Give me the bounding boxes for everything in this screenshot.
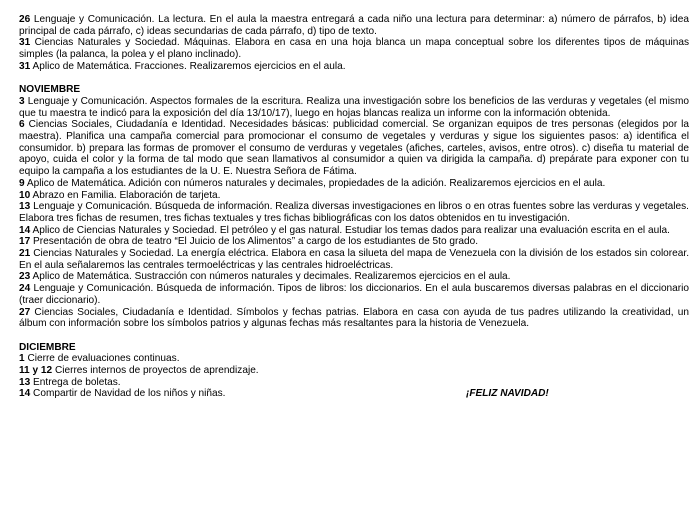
section-heading-diciembre: DICIEMBRE bbox=[19, 341, 76, 353]
entry-day: 13 bbox=[19, 201, 31, 213]
entry-text: Lenguaje y Comunicación. Búsqueda de información. Tipos de libros: los diccionarios. En el aula buscaremos diversas palabras en el diccionario (traer diccionario). bbox=[19, 283, 689, 306]
spacer bbox=[19, 73, 689, 85]
entry-day: 14 bbox=[19, 388, 31, 400]
entry-dic-1 bbox=[19, 353, 689, 365]
entry-text: Ciencias Naturales y Sociedad. La energía eléctrica. Elabora en casa la silueta del mapa de Venezuela con la división de los estados sin colorear. En el aula señalaremos las centrales termoeléctricas y las centrales hidroeléctricas. bbox=[19, 248, 689, 271]
entry-day: 10 bbox=[19, 189, 31, 201]
entry-text: Aplico de Ciencias Naturales y Sociedad. El petróleo y el gas natural. Estudiar los temas dados para realizar una evaluación escrita en el aula. bbox=[32, 224, 670, 236]
entry-day: 24 bbox=[19, 283, 31, 295]
entry-day: 9 bbox=[19, 177, 25, 189]
entry-nov-24 bbox=[19, 283, 689, 306]
calendar-document bbox=[19, 14, 689, 400]
entry-nov-6 bbox=[19, 119, 689, 178]
entry-day: 11 y 12 bbox=[19, 365, 53, 377]
entry-dic-11-12 bbox=[19, 365, 689, 377]
entry-text: Cierre de evaluaciones continuas. bbox=[27, 353, 180, 365]
entry-day: 6 bbox=[19, 119, 25, 131]
entry-dic-14 bbox=[19, 388, 689, 400]
entry-text: Entrega de boletas. bbox=[33, 376, 121, 388]
section-heading-noviembre: NOVIEMBRE bbox=[19, 84, 81, 96]
entry-text: Ciencias Sociales, Ciudadanía e Identidad. Símbolos y fechas patrias. Elabora en casa con ayuda de tus padres utilizando la creatividad, un álbum con información sobre los símbolos patrios y algunas fechas más resaltantes para la historia de Venezuela. bbox=[19, 306, 689, 330]
entry-oct-31a bbox=[19, 37, 689, 60]
entry-text: Presentación de obra de teatro “El Juicio de los Alimentos” a cargo de los estudiantes de 5to grado. bbox=[33, 236, 478, 248]
entry-day: 21 bbox=[19, 248, 31, 260]
entry-day: 31 bbox=[19, 37, 31, 49]
entry-day: 3 bbox=[19, 95, 25, 107]
entry-text: Abrazo en Familia. Elaboración de tarjeta. bbox=[32, 189, 221, 201]
entry-day: 31 bbox=[19, 60, 31, 72]
entry-text: Aplico de Matemática. Sustracción con números naturales y decimales. Realizaremos ejercicios en el aula. bbox=[32, 271, 511, 283]
entry-oct-26 bbox=[19, 14, 689, 37]
entry-day: 13 bbox=[19, 376, 31, 388]
entry-nov-10 bbox=[19, 190, 689, 202]
entry-day: 26 bbox=[19, 14, 31, 25]
entry-oct-31b bbox=[19, 61, 689, 73]
greeting-feliz-navidad: ¡FELIZ NAVIDAD! bbox=[466, 388, 549, 400]
entry-text: Aplico de Matemática. Adición con números naturales y decimales, propiedades de la adición. Realizaremos ejercicios en el aula. bbox=[26, 177, 606, 189]
entry-day: 14 bbox=[19, 224, 31, 236]
entry-day: 27 bbox=[19, 306, 31, 318]
entry-text: Lenguaje y Comunicación. Búsqueda de información. Realiza diversas investigaciones en libros o en otras fuentes sobre las verduras y vegetales. Elabora tres fichas de resumen, tres fichas textuales y tres fichas bibliográficas con los datos obtenidos en tu investigación. bbox=[19, 201, 689, 224]
entry-nov-3 bbox=[19, 96, 689, 119]
entry-text: Cierres internos de proyectos de aprendizaje. bbox=[54, 365, 259, 377]
october-section bbox=[19, 14, 689, 73]
entry-nov-13 bbox=[19, 201, 689, 224]
diciembre-section bbox=[19, 342, 689, 401]
entry-text: Lenguaje y Comunicación. Aspectos formales de la escritura. Realiza una investigación sobre los beneficios de las verduras y vegetales (el mismo que tu maestra te indicó para la exposición del día 13/10/17), luego en hojas blancas realiza un informe con la información obtenida. bbox=[19, 95, 690, 119]
entry-day: 1 bbox=[19, 353, 25, 365]
entry-day: 23 bbox=[19, 271, 31, 283]
entry-text: Compartir de Navidad de los niños y niñas. bbox=[33, 388, 226, 400]
entry-day: 17 bbox=[19, 236, 31, 248]
entry-text: Lenguaje y Comunicación. La lectura. En el aula la maestra entregará a cada niño una lectura para determinar: a) número de párrafos, b) idea principal de cada párrafo, c) ideas secundarias de cada párrafo, d) tipo de texto. bbox=[19, 14, 689, 37]
entry-text: Aplico de Matemática. Fracciones. Realizaremos ejercicios en el aula. bbox=[32, 60, 346, 72]
entry-text: Ciencias Naturales y Sociedad. Máquinas. Elabora en casa en una hoja blanca un mapa conceptual sobre los diferentes tipos de máquinas simples (la palanca, la polea y el plano inclinado). bbox=[19, 37, 689, 61]
entry-nov-14 bbox=[19, 225, 689, 237]
entry-nov-17 bbox=[19, 236, 689, 248]
entry-nov-9 bbox=[19, 178, 689, 190]
entry-dic-13 bbox=[19, 377, 689, 389]
entry-nov-27 bbox=[19, 307, 689, 330]
entry-nov-21 bbox=[19, 248, 689, 271]
spacer bbox=[19, 330, 689, 342]
entry-nov-23 bbox=[19, 271, 689, 283]
noviembre-section bbox=[19, 84, 689, 330]
entry-text: Ciencias Sociales, Ciudadanía e Identidad. Necesidades básicas: publicidad comercial. Se organizan equipos de tres personas (elegidos por la maestra). Planifica una campaña comercial para promocionar el consumo de vegetales y verduras y sigue los siguientes pasos: a) identifica el consumidor. b) prepara las formas de promover el consumo de verduras y vegetales (afiches, carteles, avisos, entre otros). c) diseña tu material de apoyo, cuida el color y la forma de tal modo que sean llamativos al consumidor a quien va dirigida la campaña. d) prepárate para exponer con tu equipo la campaña a los estudiantes de la U. E. Nuestra Señora de Fátima. bbox=[19, 119, 689, 178]
